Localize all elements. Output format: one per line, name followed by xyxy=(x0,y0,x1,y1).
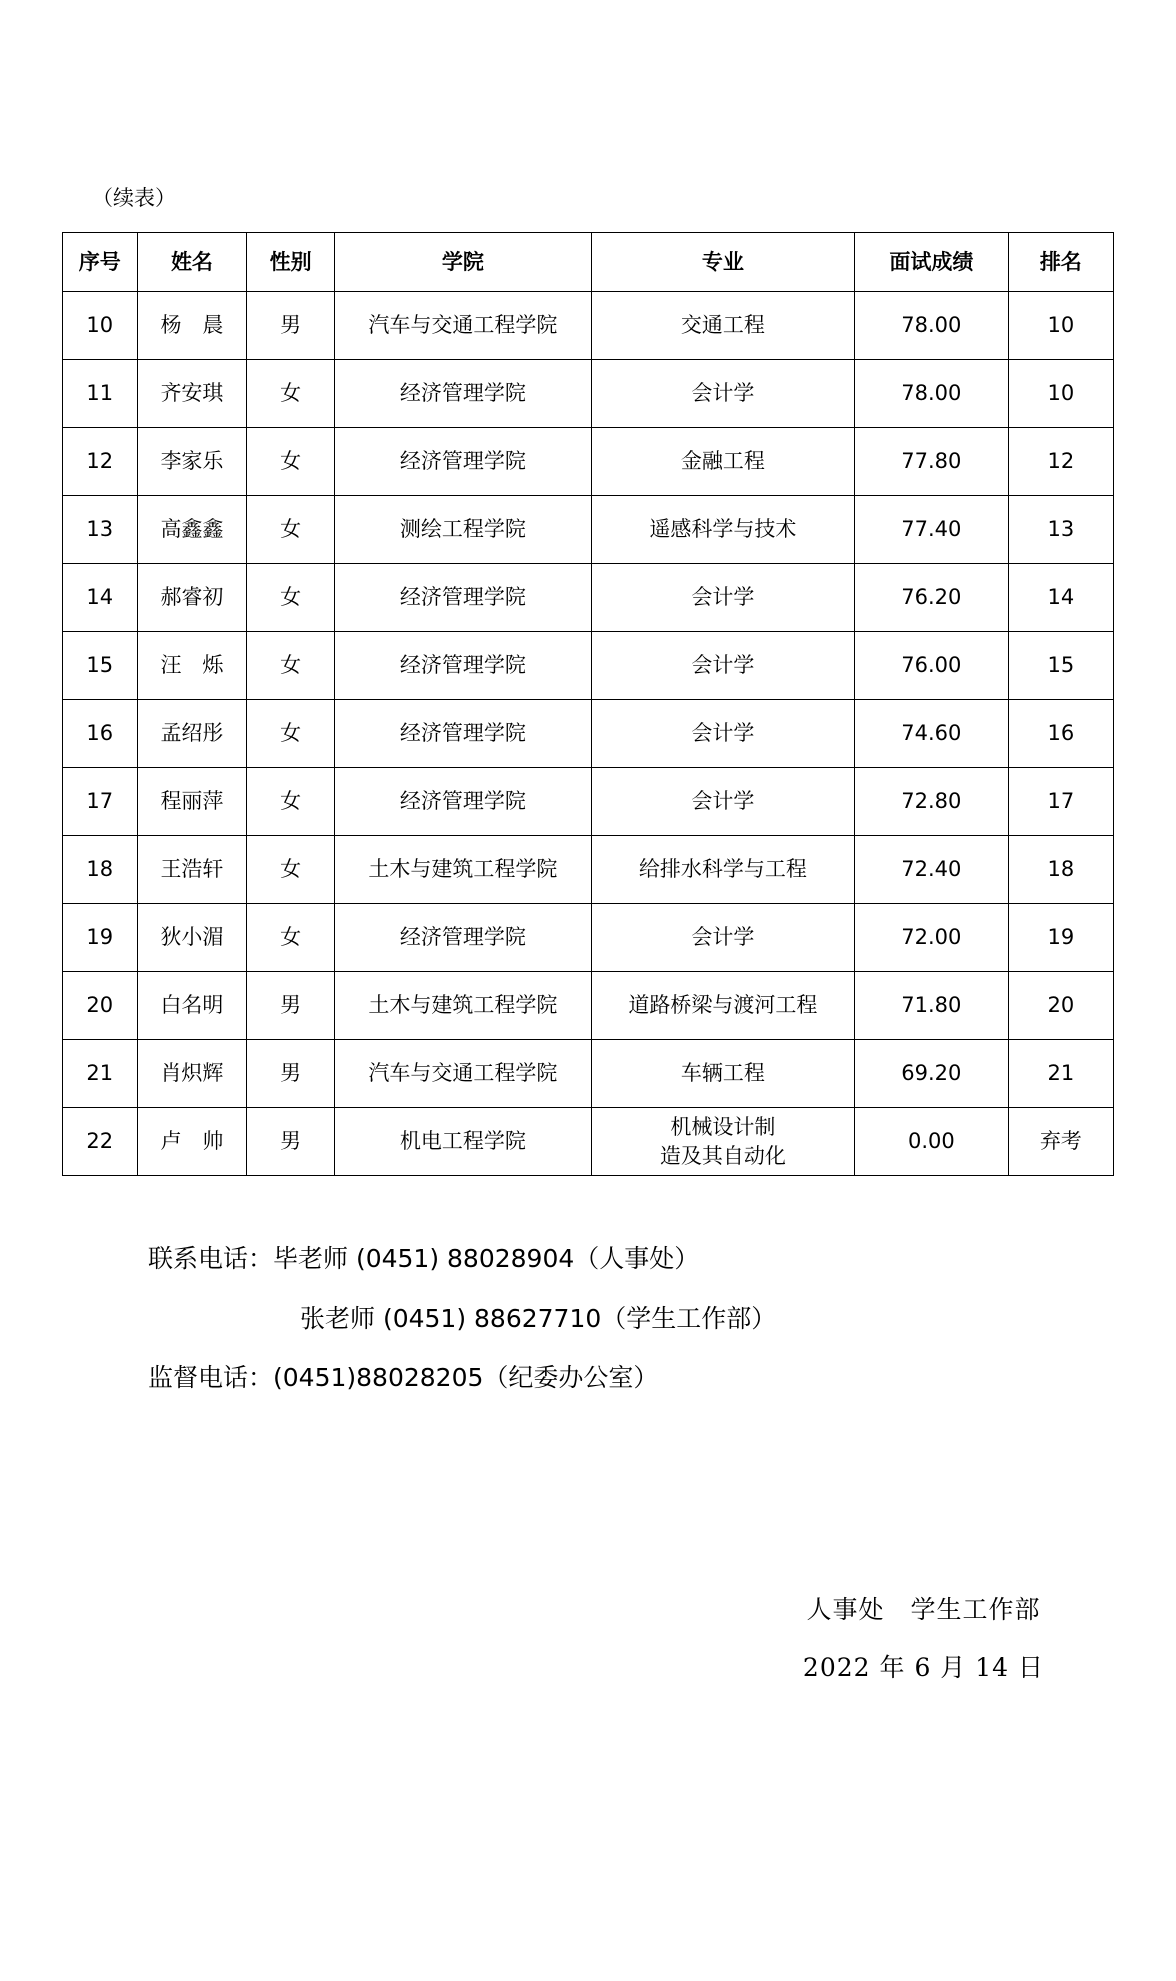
cell-name: 程丽萍 xyxy=(137,768,247,836)
contact-line-student-affairs: 张老师 (0451) 88627710（学生工作部） xyxy=(300,1303,777,1333)
cell-gender: 男 xyxy=(247,972,335,1040)
cell-rank: 12 xyxy=(1008,428,1113,496)
cell-gender: 女 xyxy=(247,836,335,904)
cell-rank: 16 xyxy=(1008,700,1113,768)
cell-college: 汽车与交通工程学院 xyxy=(335,292,592,360)
cell-college: 土木与建筑工程学院 xyxy=(335,972,592,1040)
cell-gender: 女 xyxy=(247,768,335,836)
table-row xyxy=(63,972,1114,1040)
cell-name: 高鑫鑫 xyxy=(137,496,247,564)
table-row xyxy=(63,1040,1114,1108)
cell-index: 14 xyxy=(63,564,138,632)
cell-name: 齐安琪 xyxy=(137,360,247,428)
cell-score: 72.00 xyxy=(855,904,1009,972)
cell-name: 汪 烁 xyxy=(137,632,247,700)
table-row xyxy=(63,564,1114,632)
cell-rank: 18 xyxy=(1008,836,1113,904)
table-row xyxy=(63,1108,1114,1176)
cell-index: 19 xyxy=(63,904,138,972)
cell-name: 白名明 xyxy=(137,972,247,1040)
cell-college: 测绘工程学院 xyxy=(335,496,592,564)
cell-gender: 男 xyxy=(247,1040,335,1108)
cell-rank: 19 xyxy=(1008,904,1113,972)
cell-college: 机电工程学院 xyxy=(335,1108,592,1176)
cell-rank: 17 xyxy=(1008,768,1113,836)
cell-rank: 21 xyxy=(1008,1040,1113,1108)
cell-gender: 女 xyxy=(247,632,335,700)
table-row xyxy=(63,768,1114,836)
cell-index: 17 xyxy=(63,768,138,836)
signature-date: 2022 年 6 月 14 日 xyxy=(802,1653,1044,1682)
cell-score: 77.80 xyxy=(855,428,1009,496)
cell-rank: 10 xyxy=(1008,292,1113,360)
cell-major: 会计学 xyxy=(591,632,854,700)
cell-college: 经济管理学院 xyxy=(335,428,592,496)
cell-gender: 男 xyxy=(247,292,335,360)
cell-major: 会计学 xyxy=(591,360,854,428)
cell-major: 会计学 xyxy=(591,768,854,836)
cell-index: 10 xyxy=(63,292,138,360)
cell-major: 车辆工程 xyxy=(591,1040,854,1108)
cell-rank: 弃考 xyxy=(1008,1108,1113,1176)
contact-line-supervision: 监督电话：(0451)88028205（纪委办公室） xyxy=(148,1363,659,1392)
cell-major: 会计学 xyxy=(591,700,854,768)
cell-index: 21 xyxy=(63,1040,138,1108)
cell-college: 汽车与交通工程学院 xyxy=(335,1040,592,1108)
cell-name: 杨 晨 xyxy=(137,292,247,360)
continued-table-label: （续表） xyxy=(92,186,176,210)
cell-gender: 女 xyxy=(247,904,335,972)
cell-rank: 10 xyxy=(1008,360,1113,428)
cell-major: 给排水科学与工程 xyxy=(591,836,854,904)
cell-score: 76.00 xyxy=(855,632,1009,700)
cell-gender: 男 xyxy=(247,1108,335,1176)
cell-score: 74.60 xyxy=(855,700,1009,768)
cell-rank: 13 xyxy=(1008,496,1113,564)
table-row xyxy=(63,904,1114,972)
table-row xyxy=(63,496,1114,564)
table-row xyxy=(63,700,1114,768)
cell-major: 道路桥梁与渡河工程 xyxy=(591,972,854,1040)
cell-score: 77.40 xyxy=(855,496,1009,564)
cell-index: 15 xyxy=(63,632,138,700)
cell-major: 会计学 xyxy=(591,564,854,632)
cell-index: 22 xyxy=(63,1108,138,1176)
cell-major: 遥感科学与技术 xyxy=(591,496,854,564)
cell-rank: 15 xyxy=(1008,632,1113,700)
cell-name: 肖炽辉 xyxy=(137,1040,247,1108)
cell-college: 经济管理学院 xyxy=(335,768,592,836)
column-header-score: 面试成绩 xyxy=(855,233,1009,292)
cell-index: 12 xyxy=(63,428,138,496)
cell-score: 72.40 xyxy=(855,836,1009,904)
cell-gender: 女 xyxy=(247,700,335,768)
cell-index: 13 xyxy=(63,496,138,564)
cell-score: 78.00 xyxy=(855,360,1009,428)
column-header-major: 专业 xyxy=(591,233,854,292)
table-row xyxy=(63,360,1114,428)
cell-name: 孟绍彤 xyxy=(137,700,247,768)
interview-score-table xyxy=(62,232,1114,1176)
cell-score: 71.80 xyxy=(855,972,1009,1040)
cell-college: 经济管理学院 xyxy=(335,700,592,768)
cell-major: 金融工程 xyxy=(591,428,854,496)
column-header-index: 序号 xyxy=(63,233,138,292)
column-header-rank: 排名 xyxy=(1008,233,1113,292)
cell-name: 王浩轩 xyxy=(137,836,247,904)
cell-college: 经济管理学院 xyxy=(335,564,592,632)
cell-gender: 女 xyxy=(247,564,335,632)
table-header-row xyxy=(63,233,1114,292)
table-row xyxy=(63,632,1114,700)
cell-index: 20 xyxy=(63,972,138,1040)
cell-college: 土木与建筑工程学院 xyxy=(335,836,592,904)
cell-score: 78.00 xyxy=(855,292,1009,360)
table-header xyxy=(63,233,1114,292)
signature-organization: 人事处 学生工作部 xyxy=(806,1595,1041,1624)
cell-name: 李家乐 xyxy=(137,428,247,496)
contact-block xyxy=(0,1240,1176,1419)
cell-major: 机械设计制 造及其自动化 xyxy=(591,1108,854,1176)
cell-rank: 14 xyxy=(1008,564,1113,632)
table-row xyxy=(63,428,1114,496)
cell-gender: 女 xyxy=(247,428,335,496)
table-body xyxy=(63,292,1114,1176)
column-header-college: 学院 xyxy=(335,233,592,292)
contact-line-hr: 联系电话：毕老师 (0451) 88028904（人事处） xyxy=(148,1244,700,1273)
cell-score: 76.20 xyxy=(855,564,1009,632)
table-row xyxy=(63,836,1114,904)
cell-name: 郝睿初 xyxy=(137,564,247,632)
cell-major: 交通工程 xyxy=(591,292,854,360)
cell-score: 69.20 xyxy=(855,1040,1009,1108)
cell-index: 11 xyxy=(63,360,138,428)
cell-name: 卢 帅 xyxy=(137,1108,247,1176)
cell-name: 狄小湄 xyxy=(137,904,247,972)
column-header-name: 姓名 xyxy=(137,233,247,292)
cell-gender: 女 xyxy=(247,360,335,428)
cell-major: 会计学 xyxy=(591,904,854,972)
cell-index: 18 xyxy=(63,836,138,904)
cell-college: 经济管理学院 xyxy=(335,904,592,972)
cell-score: 0.00 xyxy=(855,1108,1009,1176)
cell-gender: 女 xyxy=(247,496,335,564)
cell-score: 72.80 xyxy=(855,768,1009,836)
cell-college: 经济管理学院 xyxy=(335,632,592,700)
cell-college: 经济管理学院 xyxy=(335,360,592,428)
column-header-gender: 性别 xyxy=(247,233,335,292)
signature-block xyxy=(803,1590,1044,1684)
cell-index: 16 xyxy=(63,700,138,768)
table-row xyxy=(63,292,1114,360)
cell-rank: 20 xyxy=(1008,972,1113,1040)
